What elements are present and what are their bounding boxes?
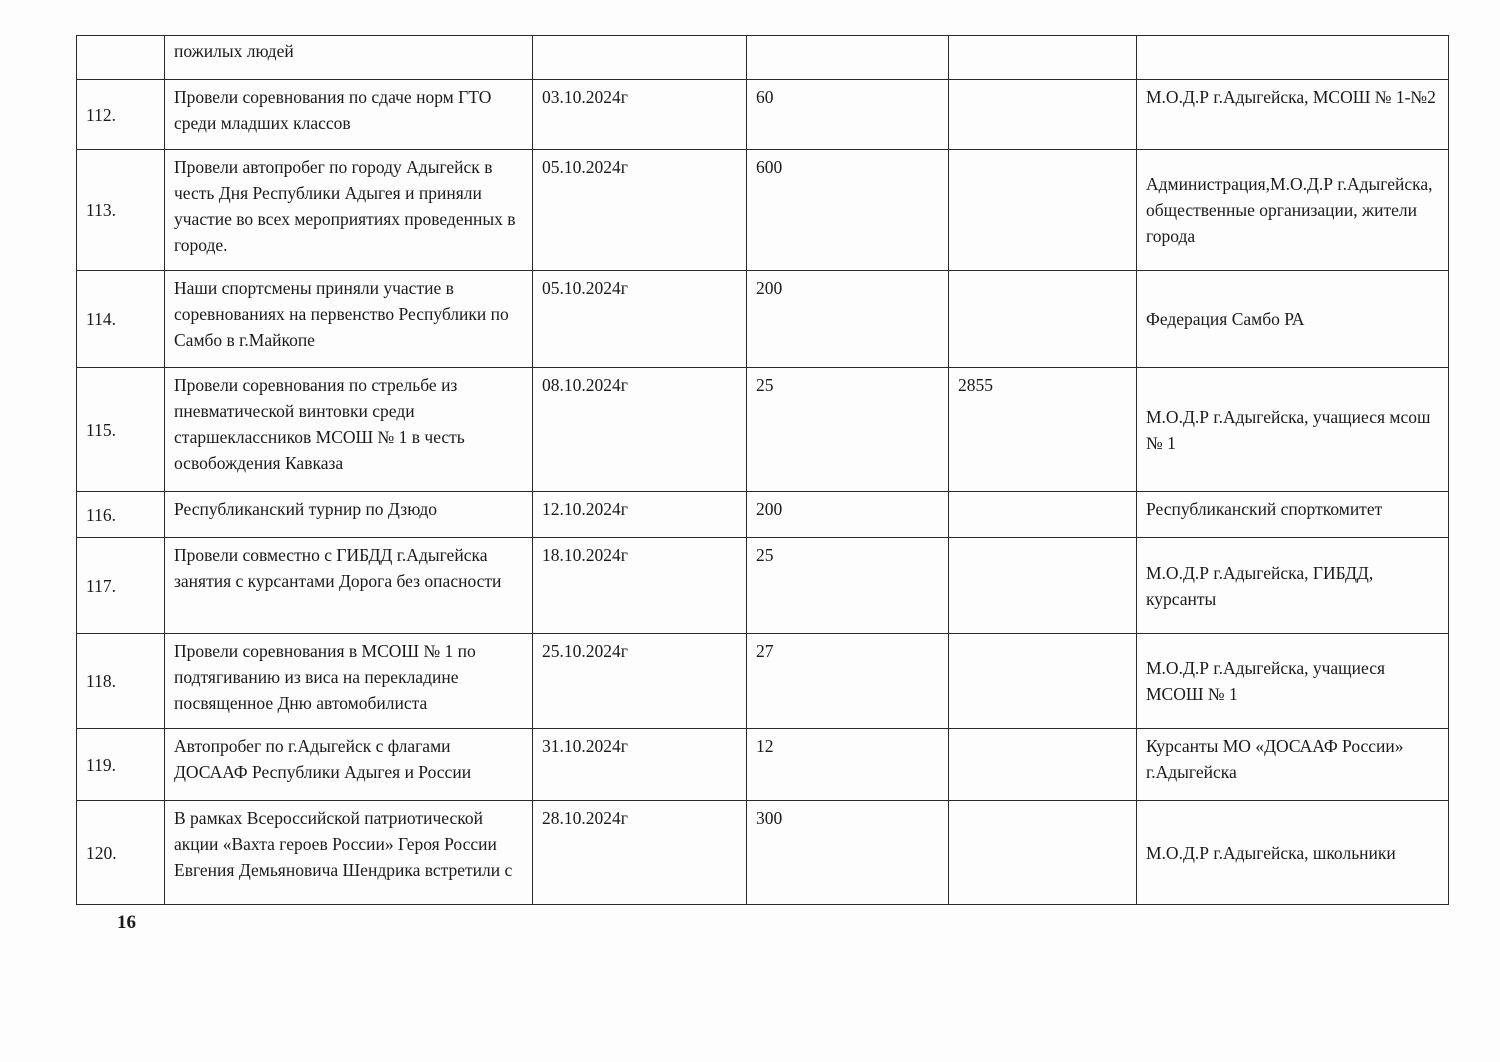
- table-row: [77, 801, 1449, 905]
- row-number: 116.: [77, 492, 165, 538]
- extra-value: 2855: [949, 368, 1137, 492]
- event-name: В рамках Всероссийской патриотической акции «Вахта героев России» Героя России Евгения Демьяновича Шендрика встретили с: [165, 801, 533, 905]
- event-date: [533, 36, 747, 80]
- event-date: 18.10.2024г: [533, 538, 747, 634]
- organizers: Курсанты МО «ДОСААФ России» г.Адыгейска: [1137, 729, 1449, 801]
- extra-value: [949, 271, 1137, 368]
- table-row: [77, 492, 1449, 538]
- participant-count: 60: [747, 80, 949, 150]
- event-date: 05.10.2024г: [533, 271, 747, 368]
- organizers: М.О.Д.Р г.Адыгейска, учащиеся мсош № 1: [1137, 368, 1449, 492]
- page-number: 16: [117, 912, 136, 933]
- participant-count: 25: [747, 368, 949, 492]
- participant-count: 300: [747, 801, 949, 905]
- event-date: 31.10.2024г: [533, 729, 747, 801]
- row-number: 112.: [77, 80, 165, 150]
- row-number: 114.: [77, 271, 165, 368]
- extra-value: [949, 36, 1137, 80]
- extra-value: [949, 492, 1137, 538]
- organizers: Республиканский спорткомитет: [1137, 492, 1449, 538]
- table-row: [77, 729, 1449, 801]
- organizers: М.О.Д.Р г.Адыгейска, школьники: [1137, 801, 1449, 905]
- event-date: 05.10.2024г: [533, 150, 747, 271]
- participant-count: 12: [747, 729, 949, 801]
- extra-value: [949, 729, 1137, 801]
- extra-value: [949, 538, 1137, 634]
- table-row: [77, 80, 1449, 150]
- event-name: Наши спортсмены приняли участие в соревнованиях на первенство Республики по Самбо в г.Майкопе: [165, 271, 533, 368]
- table-row: [77, 368, 1449, 492]
- event-date: 12.10.2024г: [533, 492, 747, 538]
- event-name: Провели автопробег по городу Адыгейск в честь Дня Республики Адыгея и приняли участие во всех мероприятиях проведенных в городе.: [165, 150, 533, 271]
- organizers: Федерация Самбо РА: [1137, 271, 1449, 368]
- event-name: Провели соревнования по стрельбе из пневматической винтовки среди старшеклассников МСОШ № 1 в честь освобождения Кавказа: [165, 368, 533, 492]
- participant-count: 200: [747, 271, 949, 368]
- event-name: Провели совместно с ГИБДД г.Адыгейска занятия с курсантами Дорога без опасности: [165, 538, 533, 634]
- participant-count: 27: [747, 634, 949, 729]
- extra-value: [949, 80, 1137, 150]
- table-row: [77, 36, 1449, 80]
- event-date: 08.10.2024г: [533, 368, 747, 492]
- events-table: [76, 35, 1449, 905]
- event-name: Автопробег по г.Адыгейск с флагами ДОСААФ Республики Адыгея и России: [165, 729, 533, 801]
- row-number: 113.: [77, 150, 165, 271]
- extra-value: [949, 634, 1137, 729]
- participant-count: 600: [747, 150, 949, 271]
- row-number: 118.: [77, 634, 165, 729]
- table-row: [77, 634, 1449, 729]
- participant-count: 25: [747, 538, 949, 634]
- event-date: 03.10.2024г: [533, 80, 747, 150]
- organizers: М.О.Д.Р г.Адыгейска, ГИБДД, курсанты: [1137, 538, 1449, 634]
- table-row: [77, 150, 1449, 271]
- event-name: Провели соревнования в МСОШ № 1 по подтягиванию из виса на перекладине посвященное Дню автомобилиста: [165, 634, 533, 729]
- event-date: 25.10.2024г: [533, 634, 747, 729]
- participant-count: 200: [747, 492, 949, 538]
- participant-count: [747, 36, 949, 80]
- organizers: Администрация,М.О.Д.Р г.Адыгейска, общественные организации, жители города: [1137, 150, 1449, 271]
- event-name: Провели соревнования по сдаче норм ГТО среди младших классов: [165, 80, 533, 150]
- organizers: М.О.Д.Р г.Адыгейска, учащиеся МСОШ № 1: [1137, 634, 1449, 729]
- row-number: 120.: [77, 801, 165, 905]
- event-name: Республиканский турнир по Дзюдо: [165, 492, 533, 538]
- table-row: [77, 538, 1449, 634]
- organizers: [1137, 36, 1449, 80]
- event-name: пожилых людей: [165, 36, 533, 80]
- extra-value: [949, 801, 1137, 905]
- row-number: 117.: [77, 538, 165, 634]
- table-row: [77, 271, 1449, 368]
- organizers: М.О.Д.Р г.Адыгейска, МСОШ № 1-№2: [1137, 80, 1449, 150]
- row-number: 119.: [77, 729, 165, 801]
- extra-value: [949, 150, 1137, 271]
- row-number: 115.: [77, 368, 165, 492]
- row-number: [77, 36, 165, 80]
- event-date: 28.10.2024г: [533, 801, 747, 905]
